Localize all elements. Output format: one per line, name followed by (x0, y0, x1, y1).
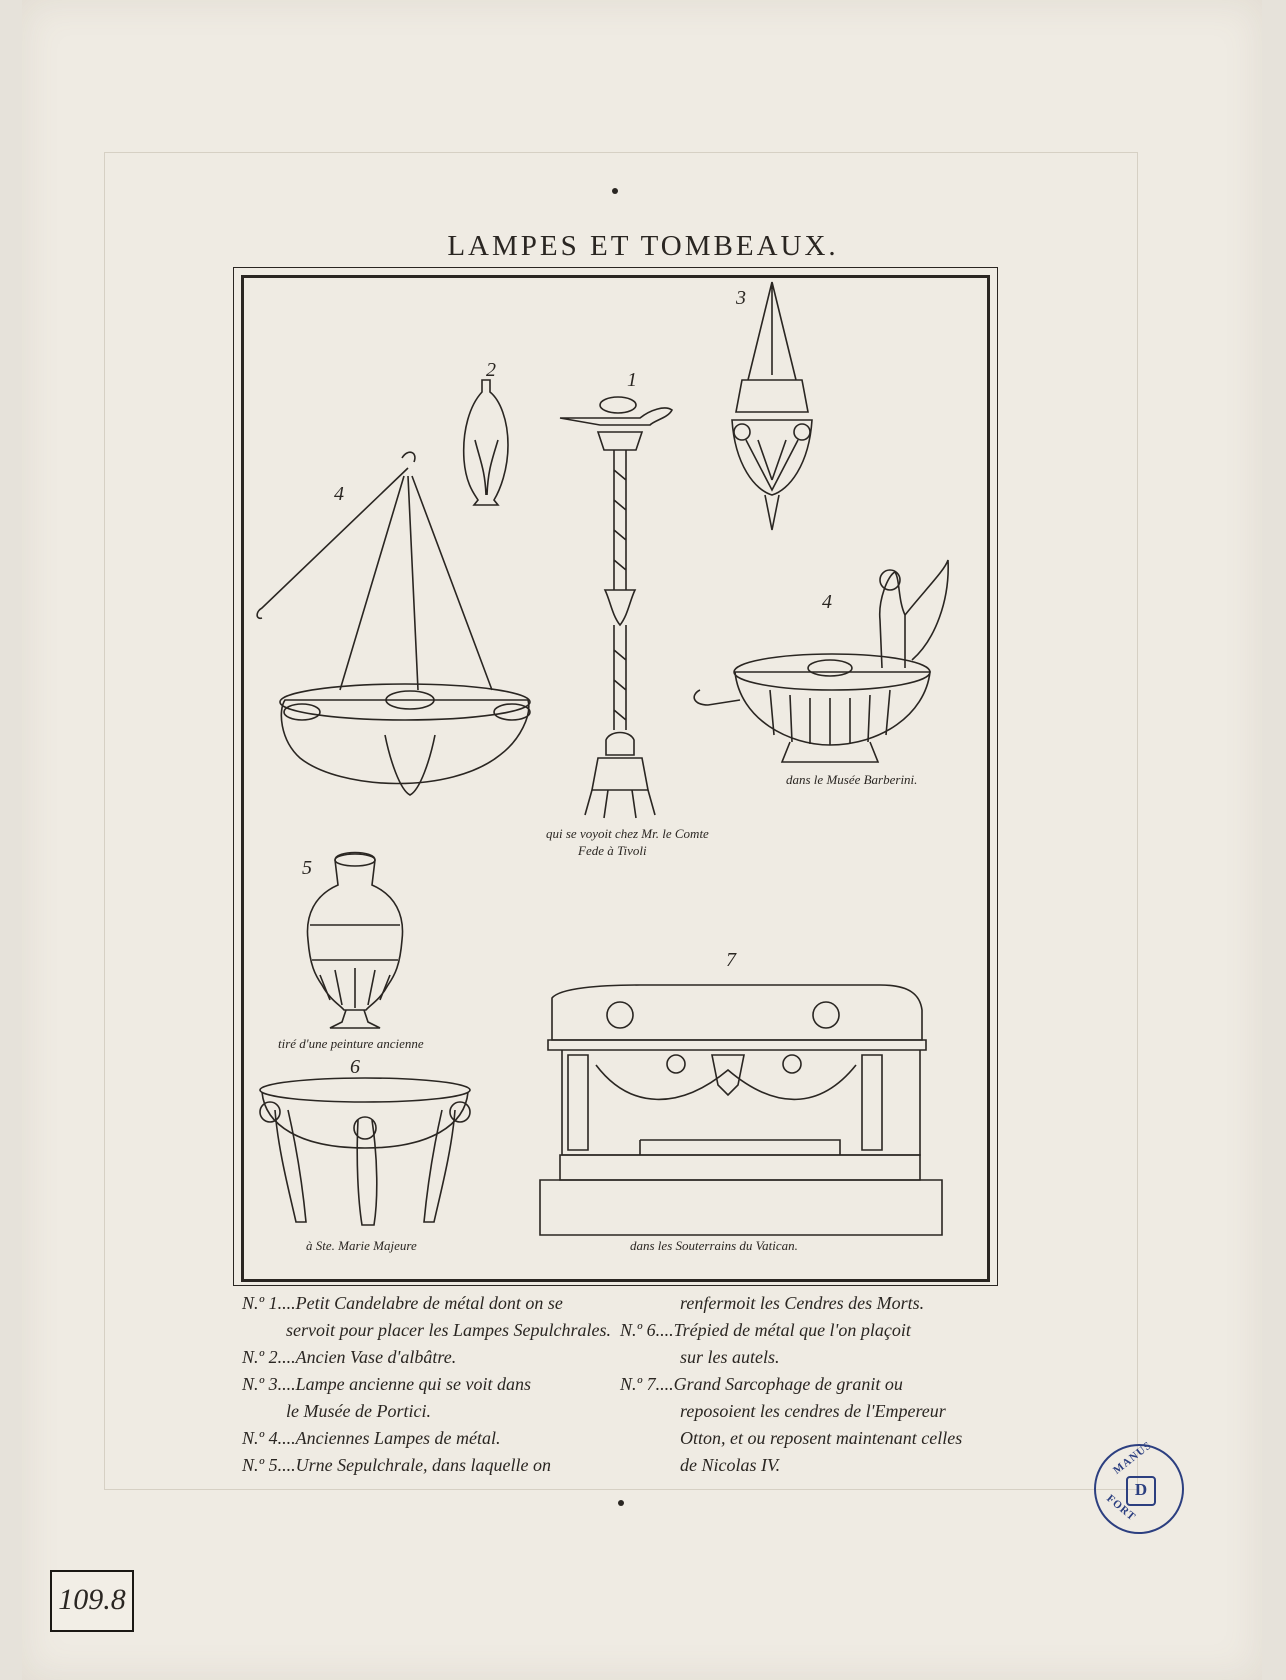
legend-right-line-7: de Nicolas IV. (680, 1455, 781, 1475)
figure-number-4a: 4 (334, 483, 344, 505)
stamp-top-text: MANUS (1111, 1439, 1155, 1477)
legend-left-line-7: N.º 5....Urne Sepulchrale, dans laquelle on (242, 1455, 552, 1475)
figure-number-3: 3 (736, 287, 746, 309)
alabaster-vase-illustration (464, 380, 508, 505)
figure-number-1: 1 (627, 369, 637, 391)
shelfmark-label: 109.8 (50, 1570, 134, 1632)
caption-peinture: tiré d'une peinture ancienne (278, 1036, 424, 1051)
figure-number-5: 5 (302, 857, 312, 879)
candelabrum-illustration (560, 397, 672, 818)
caption-candelabre-2: Fede à Tivoli (578, 843, 647, 858)
figure-number-2: 2 (486, 359, 496, 381)
legend-right-line-6: Otton, et ou reposent maintenant celles (680, 1428, 963, 1448)
legend-right-line-1: renfermoit les Cendres des Morts. (680, 1293, 925, 1313)
library-stamp (1094, 1439, 1184, 1534)
legend-left-line-6: N.º 4....Anciennes Lampes de métal. (242, 1428, 501, 1448)
sepulchral-urn-illustration (307, 853, 402, 1029)
legend-right-line-4: N.º 7....Grand Sarcophage de granit ou (620, 1374, 903, 1394)
sarcophagus-illustration (540, 985, 942, 1235)
figure-number-6: 6 (350, 1056, 360, 1078)
legend-right-line-2: N.º 6....Trépied de métal que l'on plaçoit (620, 1320, 911, 1340)
stamp-center-mark: D (1126, 1476, 1156, 1506)
caption-marie: à Ste. Marie Majeure (306, 1238, 417, 1253)
figure-number-4b: 4 (822, 591, 832, 613)
legend-left (242, 1290, 611, 1479)
hanging-lamp-illustration (732, 282, 812, 530)
caption-barberini: dans le Musée Barberini. (786, 772, 918, 787)
legend-left-line-3: N.º 2....Ancien Vase d'albâtre. (242, 1347, 457, 1367)
legend-left-line-2: servoit pour placer les Lampes Sepulchrales. (286, 1320, 611, 1340)
caption-vatican: dans les Souterrains du Vatican. (630, 1238, 798, 1253)
legend-left-line-4: N.º 3....Lampe ancienne qui se voit dans (242, 1374, 532, 1394)
caption-candelabre-1: qui se voyoit chez Mr. le Comte (546, 826, 709, 841)
stamp-bottom-text: FORT (1104, 1492, 1139, 1524)
page-title: LAMPES ET TOMBEAUX. (447, 230, 839, 262)
legend-left-line-5: le Musée de Portici. (286, 1401, 431, 1421)
legend-right-line-5: reposoient les cendres de l'Empereur (680, 1401, 946, 1421)
figure-number-7: 7 (726, 949, 736, 971)
legend-right-line-3: sur les autels. (680, 1347, 780, 1367)
legend-right (620, 1290, 962, 1479)
suspended-lamp-illustration (257, 452, 530, 795)
legend-left-line-1: N.º 1....Petit Candelabre de métal dont on se (242, 1293, 563, 1313)
tripod-illustration (260, 1078, 470, 1225)
